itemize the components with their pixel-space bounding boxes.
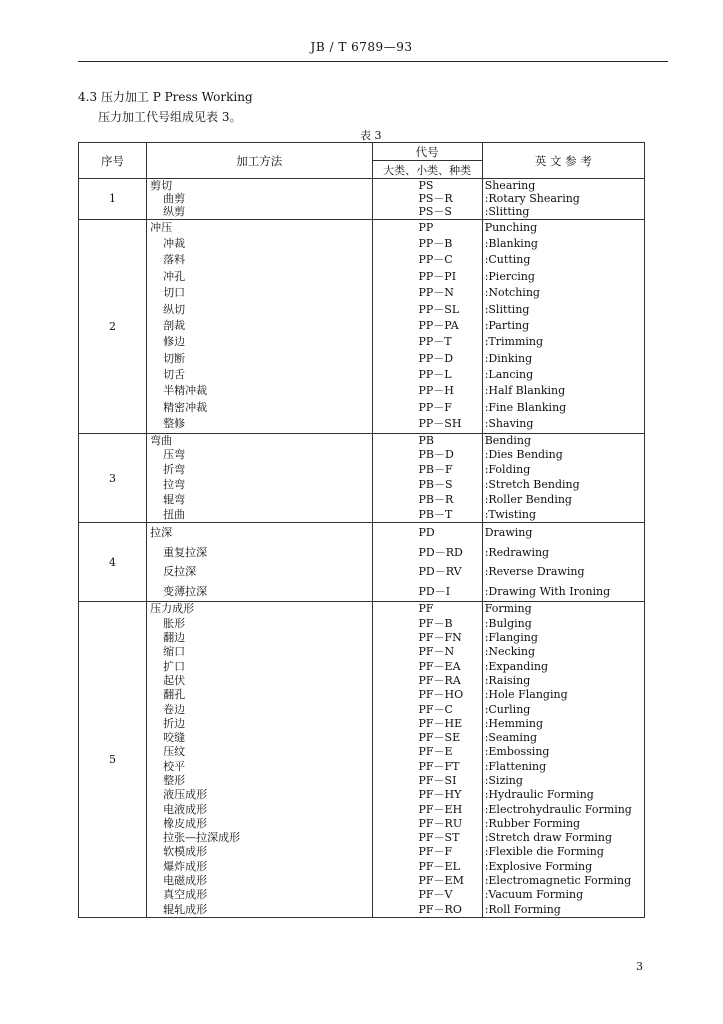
english-line: :Drawing With Ironing <box>484 584 611 598</box>
cell-en <box>482 219 644 433</box>
english-line: :Trimming <box>484 335 544 349</box>
method-line: 液压成形 <box>163 788 208 802</box>
method-line: 拉张—拉深成形 <box>163 831 241 845</box>
english-line: :Hemming <box>484 716 544 730</box>
english-line: :Sizing <box>484 773 523 787</box>
method-line: 反拉深 <box>163 565 197 579</box>
cell-codes <box>372 219 482 433</box>
english-line: :Shaving <box>484 417 534 431</box>
method-line: 缩口 <box>163 645 186 659</box>
cell-en <box>482 179 644 220</box>
method-line: 拉深 <box>150 526 173 540</box>
row-number: 1 <box>79 179 147 220</box>
col-header-code: 代号 <box>372 143 482 161</box>
code-line: PF－HY <box>418 788 462 802</box>
english-line: Punching <box>484 220 538 234</box>
method-line: 卷边 <box>163 702 186 716</box>
cell-codes <box>372 433 482 523</box>
method-line: 拉弯 <box>163 478 186 492</box>
english-line: :Lancing <box>484 368 534 382</box>
method-line: 切口 <box>163 286 186 300</box>
table-row <box>79 219 645 433</box>
method-line: 剪切 <box>150 179 173 192</box>
table-row <box>79 433 645 523</box>
code-line: PF－C <box>418 702 453 716</box>
method-line: 咬缝 <box>163 731 186 745</box>
row-number: 2 <box>79 219 147 433</box>
english-line: :Reverse Drawing <box>484 565 585 579</box>
code-line: PD－I <box>418 584 451 598</box>
code-line: PS <box>418 179 434 192</box>
code-line: PF－EL <box>418 859 460 873</box>
english-line: :Necking <box>484 645 535 659</box>
method-line: 精密冲裁 <box>163 400 208 414</box>
english-line: :Roller Bending <box>484 492 572 506</box>
row-number: 4 <box>79 523 147 602</box>
english-line: :Flanging <box>484 631 538 645</box>
code-line: PP－SH <box>418 417 462 431</box>
english-line: :Roll Forming <box>484 902 561 916</box>
table-caption: 表 3 <box>360 129 382 142</box>
method-line: 压弯 <box>163 448 186 462</box>
method-line: 翻边 <box>163 631 186 645</box>
code-line: PP－B <box>418 236 453 250</box>
col-header-english: 英 文 参 考 <box>482 143 644 179</box>
method-line: 翻孔 <box>163 688 186 702</box>
method-line: 冲压 <box>150 220 173 234</box>
code-line: PP－PI <box>418 269 457 283</box>
english-line: :Parting <box>484 318 530 332</box>
english-line: Shearing <box>484 179 536 192</box>
method-line: 胀形 <box>163 616 186 630</box>
english-line: :Notching <box>484 286 540 300</box>
code-line: PF－F <box>418 845 453 859</box>
method-line: 整修 <box>163 417 186 431</box>
english-line: :Explosive Forming <box>484 859 593 873</box>
code-line: PP－N <box>418 286 454 300</box>
method-line: 辊轧成形 <box>163 902 208 916</box>
code-line: PF－EM <box>418 874 464 888</box>
code-line: PF－SI <box>418 773 457 787</box>
method-line: 折弯 <box>163 463 186 477</box>
cell-methods <box>147 219 372 433</box>
code-line: PF－V <box>418 888 453 902</box>
code-line: PF－HE <box>418 716 463 730</box>
method-line: 扩口 <box>163 659 186 673</box>
english-line: :Half Blanking <box>484 384 566 398</box>
code-line: PP－L <box>418 368 452 382</box>
cell-codes <box>372 602 482 918</box>
english-line: :Raising <box>484 673 531 687</box>
english-line: :Bulging <box>484 616 532 630</box>
english-line: :Expanding <box>484 659 548 673</box>
method-line: 修边 <box>163 335 186 349</box>
method-line: 切舌 <box>163 368 186 382</box>
english-line: :Blanking <box>484 236 538 250</box>
code-line: PP－C <box>418 253 453 267</box>
english-line: :Curling <box>484 702 531 716</box>
code-line: PP－D <box>418 351 454 365</box>
method-line: 切断 <box>163 351 186 365</box>
code-line: PP <box>418 220 434 234</box>
code-line: PF－EA <box>418 659 461 673</box>
english-line: :Twisting <box>484 507 536 521</box>
english-line: :Rubber Forming <box>484 816 581 830</box>
english-line: :Seaming <box>484 731 538 745</box>
english-line: :Electromagnetic Forming <box>484 874 632 888</box>
code-line: PF－EH <box>418 802 463 816</box>
method-line: 真空成形 <box>163 888 208 902</box>
english-line: :Dies Bending <box>484 448 563 462</box>
method-line: 曲剪 <box>163 192 186 206</box>
english-line: :Stretch Bending <box>484 478 580 492</box>
code-line: PP－SL <box>418 302 460 316</box>
code-line: PF－RU <box>418 816 463 830</box>
code-line: PB <box>418 433 434 447</box>
english-line: :Dinking <box>484 351 533 365</box>
cell-en <box>482 433 644 523</box>
cell-methods <box>147 602 372 918</box>
english-line: :Vacuum Forming <box>484 888 584 902</box>
english-line: :Redrawing <box>484 545 550 559</box>
english-line: :Flexible die Forming <box>484 845 604 859</box>
standard-header: JB / T 6789—93 <box>310 40 413 54</box>
col-header-no: 序号 <box>79 143 147 179</box>
code-line: PD <box>418 526 435 540</box>
method-line: 软模成形 <box>163 845 208 859</box>
english-line: Forming <box>484 602 532 616</box>
english-line: :Hole Flanging <box>484 688 568 702</box>
method-line: 压力成形 <box>150 602 195 616</box>
method-line: 纵剪 <box>163 205 186 219</box>
english-line: :Slitting <box>484 205 530 219</box>
method-line: 变薄拉深 <box>163 584 208 598</box>
method-line: 折边 <box>163 716 186 730</box>
code-line: PF－RA <box>418 673 461 687</box>
method-line: 冲裁 <box>163 236 186 250</box>
method-line: 爆炸成形 <box>163 859 208 873</box>
english-line: :Fine Blanking <box>484 400 567 414</box>
code-line: PP－H <box>418 384 454 398</box>
table-row <box>79 179 645 220</box>
cell-codes <box>372 179 482 220</box>
code-line: PD－RD <box>418 545 463 559</box>
cell-methods <box>147 523 372 602</box>
method-line: 弯曲 <box>150 433 173 447</box>
code-line: PD－RV <box>418 565 462 579</box>
method-line: 起伏 <box>163 673 186 687</box>
method-line: 电磁成形 <box>163 874 208 888</box>
cell-methods <box>147 433 372 523</box>
col-header-code-sub: 大类、小类、种类 <box>372 161 482 179</box>
method-line: 压纹 <box>163 745 186 759</box>
english-line: :Flattening <box>484 759 547 773</box>
english-line: :Rotary Shearing <box>484 192 580 206</box>
code-line: PF－ST <box>418 831 460 845</box>
cell-en <box>482 523 644 602</box>
english-line: :Piercing <box>484 269 535 283</box>
english-line: :Folding <box>484 463 531 477</box>
header-rule <box>78 61 668 62</box>
code-line: PP－T <box>418 335 452 349</box>
method-line: 整形 <box>163 773 186 787</box>
english-line: :Embossing <box>484 745 550 759</box>
table-row <box>79 602 645 918</box>
code-line: PF <box>418 602 434 616</box>
method-line: 橡皮成形 <box>163 816 208 830</box>
cell-codes <box>372 523 482 602</box>
method-line: 半精冲裁 <box>163 384 208 398</box>
method-line: 剖裁 <box>163 318 186 332</box>
row-number: 3 <box>79 433 147 523</box>
method-line: 重复拉深 <box>163 545 208 559</box>
code-line: PF－B <box>418 616 453 630</box>
code-line: PP－F <box>418 400 452 414</box>
english-line: :Slitting <box>484 302 530 316</box>
method-line: 落料 <box>163 253 186 267</box>
english-line: Bending <box>484 433 532 447</box>
cell-en <box>482 602 644 918</box>
page-number: 3 <box>636 960 643 973</box>
english-line: :Cutting <box>484 253 531 267</box>
method-line: 电液成形 <box>163 802 208 816</box>
english-line: :Stretch draw Forming <box>484 831 613 845</box>
method-line: 冲孔 <box>163 269 186 283</box>
method-line: 辊弯 <box>163 492 186 506</box>
code-line: PB－F <box>418 463 453 477</box>
code-line: PF－FT <box>418 759 460 773</box>
code-line: PS－R <box>418 192 453 206</box>
cell-methods <box>147 179 372 220</box>
code-line: PF－E <box>418 745 453 759</box>
code-line: PB－T <box>418 507 453 521</box>
intro-text: 压力加工代号组成见表 3。 <box>98 110 242 124</box>
col-header-method: 加工方法 <box>147 143 372 179</box>
press-working-table <box>78 142 645 918</box>
code-line: PP－PA <box>418 318 459 332</box>
code-line: PF－RO <box>418 902 462 916</box>
english-line: :Electrohydraulic Forming <box>484 802 632 816</box>
code-line: PB－S <box>418 478 453 492</box>
table-row <box>79 523 645 602</box>
row-number: 5 <box>79 602 147 918</box>
code-line: PF－FN <box>418 631 462 645</box>
code-line: PB－D <box>418 448 454 462</box>
english-line: :Hydraulic Forming <box>484 788 594 802</box>
method-line: 纵切 <box>163 302 186 316</box>
code-line: PB－R <box>418 492 454 506</box>
method-line: 校平 <box>163 759 186 773</box>
code-line: PF－SE <box>418 731 461 745</box>
method-line: 扭曲 <box>163 507 186 521</box>
code-line: PF－HO <box>418 688 464 702</box>
code-line: PF－N <box>418 645 455 659</box>
code-line: PS－S <box>418 205 452 219</box>
section-heading: 4.3 压力加工 P Press Working <box>78 90 253 104</box>
english-line: Drawing <box>484 526 533 540</box>
